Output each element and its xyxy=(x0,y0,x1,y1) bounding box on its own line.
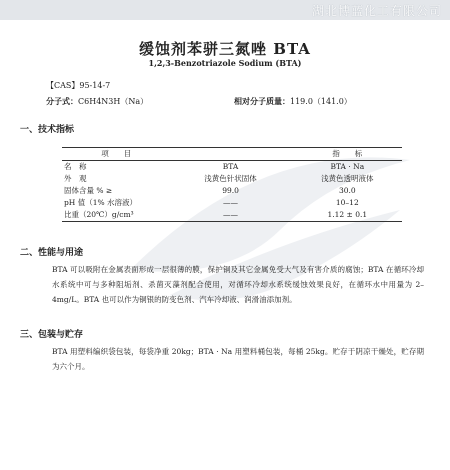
company-name: 湖北博蓝化工有限公司 xyxy=(311,4,442,18)
table-cell: BTA xyxy=(222,162,239,171)
document-subtitle: 1,2,3-Benzotriazole Sodium (BTA) xyxy=(148,58,302,68)
table-cell: 99.0 xyxy=(222,186,239,195)
header-index: 指 标 xyxy=(332,149,363,158)
header-bar xyxy=(0,0,450,20)
cas-number: 【CAS】95-14-7 xyxy=(46,81,111,90)
table-cell: —— xyxy=(223,210,239,219)
table-cell: 10–12 xyxy=(335,198,359,207)
table-cell: 浅黄色针状固体 xyxy=(204,174,257,183)
molecular-weight-line xyxy=(234,96,352,107)
table-cell: BTA · Na xyxy=(330,162,365,171)
table-row xyxy=(62,161,402,174)
mw-label: 相对分子质量： xyxy=(234,96,290,106)
section-performance-text: BTA 可以吸附在金属表面形成一层很薄的膜，保护铜及其它金属免受大气及有害介质的腐蚀；BTA 在循环冷却水系统中可与多种阻垢剂、杀菌灭藻剂配合使用，对循环冷却水系统缓蚀效果良好，在循环水中用量为 2–4mg/L。BTA 也可以作为铜银的防变色剂、汽车冷却液、润滑油添加剂。 xyxy=(52,265,424,304)
mw-value: 119.0（141.0） xyxy=(290,97,352,106)
spec-table xyxy=(62,147,402,222)
spec-table-header xyxy=(62,148,402,161)
section-performance-heading: 二、性能与用途 xyxy=(20,248,84,258)
table-cell: 1.12 ± 0.1 xyxy=(327,210,368,219)
section-packaging-heading: 三、包装与贮存 xyxy=(20,330,84,340)
section-technical-heading: 一、技术指标 xyxy=(20,125,75,135)
table-cell: 比重（20℃）g/cm³ xyxy=(64,210,134,219)
document-title: 缓蚀剂苯骈三氮唑 BTA xyxy=(139,40,311,58)
table-row xyxy=(62,173,402,185)
table-row xyxy=(62,209,402,222)
table-cell: 固体含量 % ≥ xyxy=(64,186,113,195)
formula-line xyxy=(46,96,148,107)
formula-value: C6H4N3H（Na） xyxy=(78,97,149,106)
table-cell: 浅黄色透明液体 xyxy=(321,174,374,183)
table-cell: —— xyxy=(223,198,239,207)
table-cell: pH 值（1% 水溶液） xyxy=(64,198,138,207)
table-row xyxy=(62,185,402,197)
section-packaging-text: BTA 用塑料编织袋包装，每袋净重 20kg；BTA · Na 用塑料桶包装，每桶 25kg。贮存于阴凉干燥处，贮存期为六个月。 xyxy=(52,347,424,371)
header-item: 项 目 xyxy=(101,149,132,158)
table-row xyxy=(62,197,402,209)
table-cell: 外 观 xyxy=(64,174,87,183)
formula-label: 分子式： xyxy=(46,96,78,106)
table-cell: 名 称 xyxy=(64,162,87,171)
table-cell: 30.0 xyxy=(338,186,356,195)
